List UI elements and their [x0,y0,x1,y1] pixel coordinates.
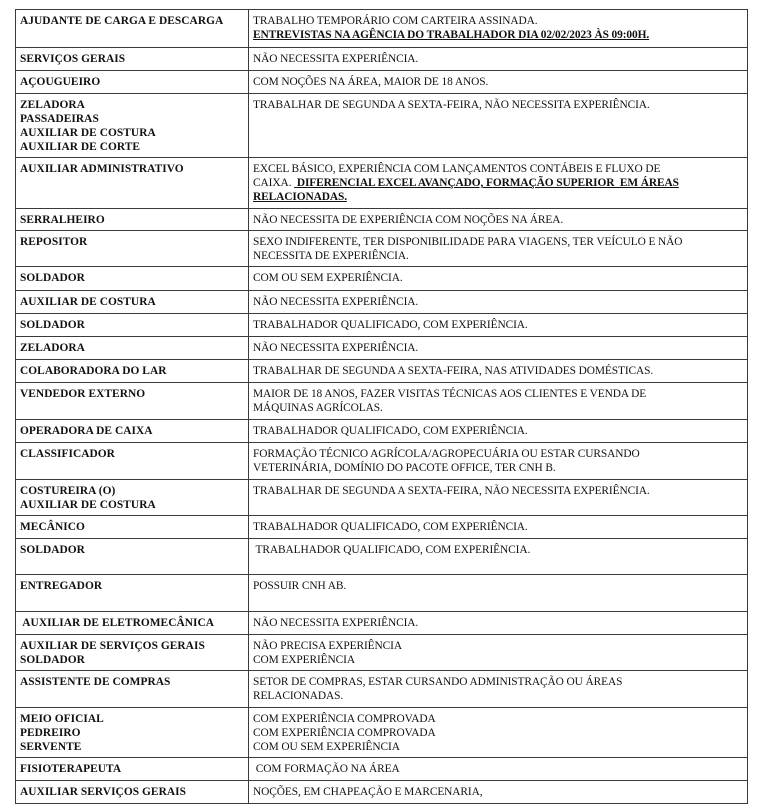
requirement-line [253,579,743,593]
requirement-line [253,461,743,475]
requirement-text: NÃO PRECISA EXPERIÊNCIA [253,640,402,652]
job-title: AJUDANTE DE CARGA E DESCARGA [20,15,224,27]
requirement-line [253,424,743,438]
requirement-text: EXCEL BÁSICO, EXPERIÊNCIA COM LANÇAMENTOS CONTÁBEIS E FLUXO DE [253,163,661,175]
requirement-line [253,401,743,415]
job-title-cell [16,420,249,443]
requirement-line [253,295,743,309]
requirement-text: TRABALHADOR QUALIFICADO, COM EXPERIÊNCIA. [253,521,528,533]
job-requirements-cell [249,337,748,360]
highlighted-notice: RELACIONADAS. [253,191,347,203]
requirement-line [253,75,743,89]
job-vacancies-table [15,9,748,804]
requirement-text: TRABALHADOR QUALIFICADO, COM EXPERIÊNCIA. [253,319,528,331]
job-title: SERVENTE [20,741,82,753]
job-requirements-cell [249,360,748,383]
requirement-text: COM EXPERIÊNCIA [253,654,355,666]
table-row [16,383,748,420]
requirement-text: TRABALHO TEMPORÁRIO COM CARTEIRA ASSINADA. [253,15,538,27]
requirement-text: CAIXA. [253,177,295,189]
requirement-line [253,520,743,534]
job-requirements-cell [249,539,748,575]
job-title-cell [16,480,249,516]
job-requirements-cell [249,575,748,612]
job-requirements-cell [249,383,748,420]
job-title: VENDEDOR EXTERNO [20,388,146,400]
job-requirements-cell [249,48,748,71]
requirement-line [253,14,743,28]
job-requirements-cell [249,781,748,804]
job-title-cell [16,360,249,383]
job-title-cell [16,708,249,758]
job-requirements-cell [249,10,748,48]
requirement-text: TRABALHAR DE SEGUNDA A SEXTA-FEIRA, NAS ATIVIDADES DOMÉSTICAS. [253,365,654,377]
job-title-cell [16,231,249,267]
job-title-cell [16,443,249,480]
job-title-cell [16,267,249,291]
job-title: FISIOTERAPEUTA [20,763,122,775]
job-title: OPERADORA DE CAIXA [20,425,153,437]
job-title: PASSADEIRAS [20,113,99,125]
requirement-text: NÃO NECESSITA EXPERIÊNCIA. [253,296,419,308]
requirement-text: TRABALHADOR QUALIFICADO, COM EXPERIÊNCIA. [253,425,528,437]
table-row [16,516,748,539]
job-title-cell [16,48,249,71]
job-requirements-cell [249,480,748,516]
requirement-line [253,762,743,776]
table-row [16,420,748,443]
requirement-text: COM FORMAÇÃO NA ÁREA [253,763,400,775]
requirement-text: COM NOÇÕES NA ÁREA, MAIOR DE 18 ANOS. [253,76,489,88]
requirement-line [253,271,743,285]
requirement-text: VETERINÁRIA, DOMÍNIO DO PACOTE OFFICE, TER CNH B. [253,462,556,474]
table-row [16,480,748,516]
job-title-cell [16,158,249,209]
table-row [16,314,748,337]
requirement-text: NÃO NECESSITA EXPERIÊNCIA. [253,342,419,354]
job-requirements-cell [249,94,748,158]
requirement-line [253,639,743,653]
job-title: AUXILIAR DE CORTE [20,141,141,153]
job-title: SOLDADOR [20,654,85,666]
requirement-line [253,740,743,754]
requirement-text: TRABALHAR DE SEGUNDA A SEXTA-FEIRA, NÃO NECESSITA EXPERIÊNCIA. [253,485,650,497]
table-row [16,291,748,314]
requirement-text: RELACIONADAS. [253,690,344,702]
requirement-text: SEXO INDIFERENTE, TER DISPONIBILIDADE PARA VIAGENS, TER VEÍCULO E NÃO [253,236,683,248]
requirement-text: COM EXPERIÊNCIA COMPROVADA [253,713,436,725]
job-title: AUXILIAR ADMINISTRATIVO [20,163,184,175]
job-title-cell [16,612,249,635]
requirement-text: NECESSITA DE EXPERIÊNCIA. [253,250,409,262]
job-title: PEDREIRO [20,727,81,739]
job-requirements-cell [249,158,748,209]
job-title: AUXILIAR DE ELETROMECÂNICA [20,617,215,629]
requirement-line [253,98,743,112]
requirement-line [253,616,743,630]
job-requirements-cell [249,209,748,231]
requirement-line [253,543,743,557]
job-requirements-cell [249,231,748,267]
job-requirements-cell [249,291,748,314]
requirement-text: NÃO NECESSITA EXPERIÊNCIA. [253,617,419,629]
table-row [16,635,748,671]
requirement-line [253,447,743,461]
requirement-line [253,318,743,332]
requirement-text: COM OU SEM EXPERIÊNCIA. [253,272,403,284]
table-body [16,10,748,804]
job-requirements-cell [249,758,748,781]
requirement-text: TRABALHADOR QUALIFICADO, COM EXPERIÊNCIA. [253,544,531,556]
requirement-line [253,785,743,799]
requirement-text: MAIOR DE 18 ANOS, FAZER VISITAS TÉCNICAS AOS CLIENTES E VENDA DE [253,388,647,400]
requirement-line [253,387,743,401]
table-row [16,612,748,635]
requirement-text: FORMAÇÃO TÉCNICO AGRÍCOLA/AGROPECUÁRIA OU ESTAR CURSANDO [253,448,640,460]
requirement-text: MÁQUINAS AGRÍCOLAS. [253,402,383,414]
job-title-cell [16,516,249,539]
table-row [16,443,748,480]
job-requirements-cell [249,671,748,708]
table-row [16,94,748,158]
table-row [16,758,748,781]
table-row [16,71,748,94]
job-title: AÇOUGUEIRO [20,76,101,88]
job-title-cell [16,291,249,314]
requirement-line [253,675,743,689]
requirement-text: NOÇÕES, EM CHAPEAÇÃO E MARCENARIA, [253,786,483,798]
requirement-text: TRABALHAR DE SEGUNDA A SEXTA-FEIRA, NÃO NECESSITA EXPERIÊNCIA. [253,99,650,111]
job-requirements-cell [249,71,748,94]
table-row [16,708,748,758]
job-title: COLABORADORA DO LAR [20,365,167,377]
table-row [16,671,748,708]
job-title: MECÂNICO [20,521,85,533]
job-title-cell [16,314,249,337]
job-title-cell [16,71,249,94]
job-title-cell [16,383,249,420]
job-title-cell [16,209,249,231]
job-title-cell [16,539,249,575]
requirement-line [253,176,743,190]
requirement-line [253,235,743,249]
job-title: SERVIÇOS GERAIS [20,53,126,65]
table-row [16,337,748,360]
job-title: COSTUREIRA (O) [20,485,116,497]
job-title: MEIO OFICIAL [20,713,104,725]
requirement-text: SETOR DE COMPRAS, ESTAR CURSANDO ADMINISTRAÇÃO OU ÁREAS [253,676,623,688]
table-row [16,209,748,231]
highlighted-notice: ENTREVISTAS NA AGÊNCIA DO TRABALHADOR DIA 02/02/2023 ÀS 09:00H. [253,29,650,41]
requirement-line [253,249,743,263]
job-title-cell [16,671,249,708]
job-title-cell [16,781,249,804]
job-title: AUXILIAR DE COSTURA [20,127,156,139]
table-row [16,231,748,267]
job-title: SOLDADOR [20,272,85,284]
job-title: ZELADORA [20,342,85,354]
job-requirements-cell [249,420,748,443]
requirement-line [253,162,743,176]
requirement-text: COM EXPERIÊNCIA COMPROVADA [253,727,436,739]
job-requirements-cell [249,612,748,635]
job-requirements-cell [249,635,748,671]
requirement-line [253,213,743,227]
table-row [16,360,748,383]
job-requirements-cell [249,443,748,480]
requirement-line [253,484,743,498]
requirement-text: NÃO NECESSITA EXPERIÊNCIA. [253,53,419,65]
job-title-cell [16,635,249,671]
job-requirements-cell [249,516,748,539]
job-title: SOLDADOR [20,544,85,556]
job-title: AUXILIAR DE SERVIÇOS GERAIS [20,640,205,652]
job-title: AUXILIAR DE COSTURA [20,499,156,511]
table-row [16,267,748,291]
job-title-cell [16,10,249,48]
table-row [16,539,748,575]
job-title: AUXILIAR SERVIÇOS GERAIS [20,786,187,798]
job-title: AUXILIAR DE COSTURA [20,296,156,308]
requirement-text: COM OU SEM EXPERIÊNCIA [253,741,400,753]
job-title-cell [16,575,249,612]
requirement-line [253,712,743,726]
job-title-cell [16,758,249,781]
job-title: ASSISTENTE DE COMPRAS [20,676,171,688]
job-title-cell [16,94,249,158]
job-requirements-cell [249,267,748,291]
table-row [16,575,748,612]
table-row [16,158,748,209]
job-title: CLASSIFICADOR [20,448,115,460]
job-title: ZELADORA [20,99,85,111]
requirement-line [253,726,743,740]
table-row [16,10,748,48]
requirement-line [253,52,743,66]
requirement-text: NÃO NECESSITA DE EXPERIÊNCIA COM NOÇÕES NA ÁREA. [253,214,564,226]
job-title: REPOSITOR [20,236,88,248]
job-title: ENTREGADOR [20,580,103,592]
requirement-line [253,341,743,355]
requirement-line [253,653,743,667]
job-requirements-cell [249,314,748,337]
job-title: SOLDADOR [20,319,85,331]
table-row [16,781,748,804]
job-title-cell [16,337,249,360]
job-requirements-cell [249,708,748,758]
requirement-line [253,190,743,204]
requirement-text: POSSUIR CNH AB. [253,580,347,592]
table-row [16,48,748,71]
requirement-line [253,364,743,378]
highlighted-notice: DIFERENCIAL EXCEL AVANÇADO, FORMAÇÃO SUPERIOR EM ÁREAS [294,177,679,189]
job-title: SERRALHEIRO [20,214,105,226]
requirement-line [253,28,743,42]
requirement-line [253,689,743,703]
